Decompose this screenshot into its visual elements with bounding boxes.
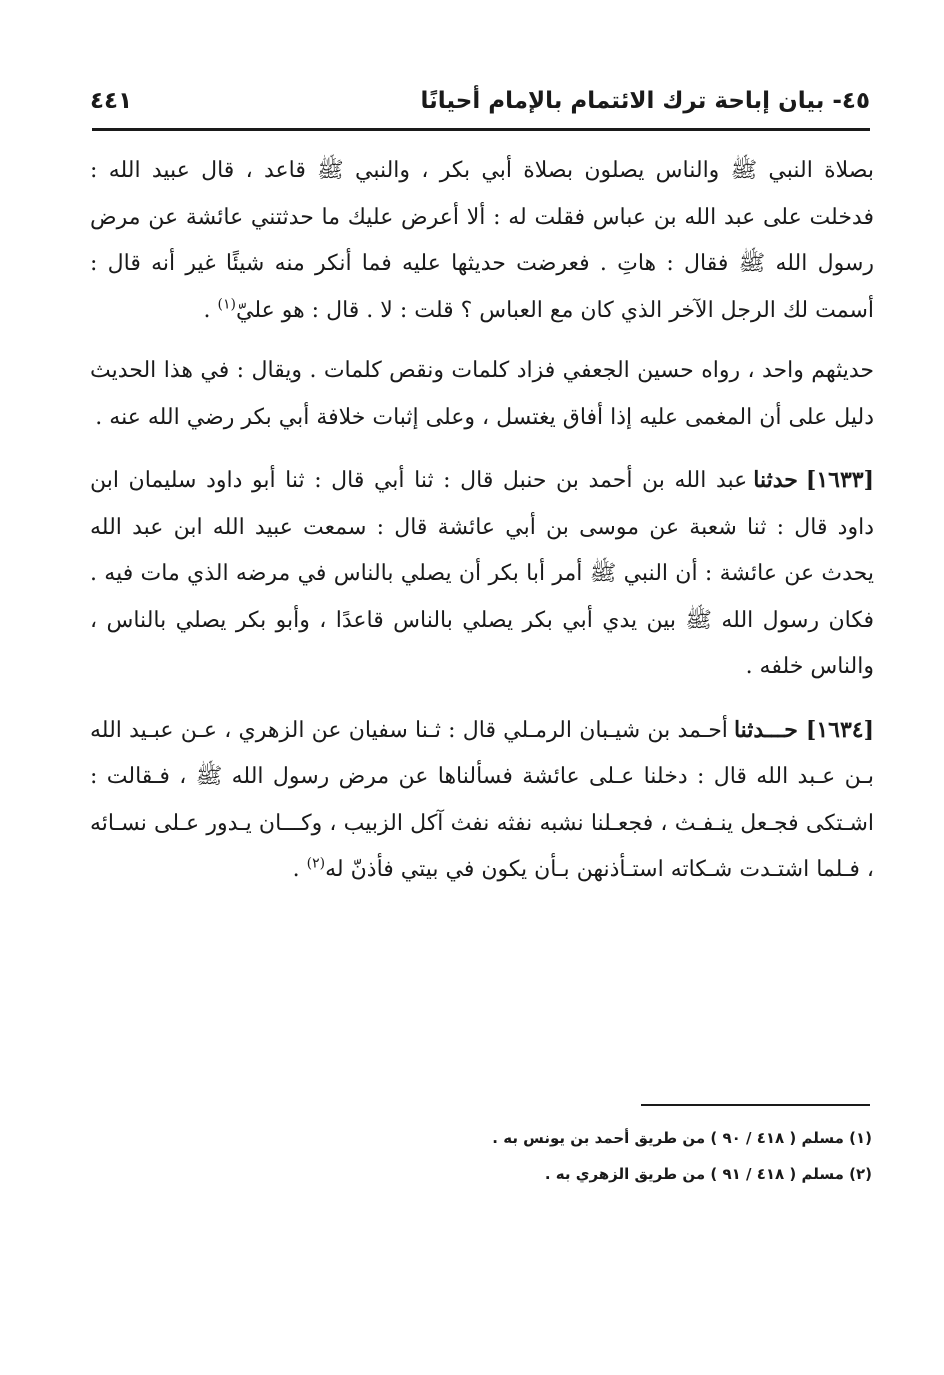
page-number: ٤٤١ bbox=[90, 88, 133, 114]
paragraph-tail: . bbox=[203, 297, 218, 323]
paragraph-text: عبد الله بن أحمد بن حنبل قال : ثنا أبي قال : ثنا أبو داود سليمان ابن داود قال : ثنا شعبة عن موسى بن أبي عائشة قال : سمعت عبيد الله ابن عبد الله يحدث عن عائشة : أن النبي ﷺ أمر أبا بكر أن يصلي بالناس في مرضه الذي مات فيه . فكان رسول الله ﷺ بين يدي أبي بكر يصلي بالناس قاعدًا ، وأبو بكر يصلي بالناس ، والناس خلفه . bbox=[90, 468, 874, 679]
paragraph-text: بصلاة النبي ﷺ والناس يصلون بصلاة أبي بكر ، والنبي ﷺ قاعد ، قال عبيد الله : فدخلت على عبد الله بن عباس فقلت له : ألا أعرض عليك ما حدثتني عائشة عن مرض رسول الله ﷺ فقال : هاتِ . فعرضت حديثها عليه فما أنكر منه شيئًا غير أنه قال : أسمت لك الرجل الآخر الذي كان مع العباس ؟ قلت : لا . قال : هو عليّ bbox=[90, 158, 874, 323]
main-text bbox=[90, 148, 874, 910]
page-header bbox=[90, 78, 870, 124]
footnote-rule bbox=[641, 1104, 870, 1106]
haddathana-word: حـــدثنا bbox=[733, 716, 798, 743]
header-rule bbox=[92, 128, 870, 131]
hadith-1634 bbox=[90, 707, 874, 894]
footnote-1: (١) مسلم ( ٤١٨ / ٩٠ ) من طريق أحمد بن يونس به . bbox=[492, 1129, 872, 1147]
hadith-1633 bbox=[90, 457, 874, 691]
footnote-marker: (٢) bbox=[306, 855, 326, 872]
paragraph-text: حديثهم واحد ، رواه حسين الجعفي فزاد كلمات ونقص كلمات . ويقال : في هذا الحديث دليل على أن المغمى عليه إذا أفاق يغتسل ، وعلى إثبات خلافة أبي بكر رضي الله عنه . bbox=[90, 358, 874, 430]
haddathana-word: حدثنا bbox=[753, 467, 798, 493]
footnotes bbox=[90, 1120, 872, 1192]
paragraph-continuation bbox=[90, 148, 874, 334]
hadith-number: [١٦٣٣] bbox=[805, 467, 874, 493]
paragraph-commentary bbox=[90, 348, 874, 441]
paragraph-text: أحـمد بن شيـبان الرمـلي قال : ثـنا سفيان عن الزهري ، عـن عبـيد الله بـن عـبد الله قال : دخلنا عـلى عائشة فسألناها عن مرض رسول الله ﷺ ، فـقالت : اشـتكى فجـعل ينـفـث ، فجعـلنا نشبه نفثه نفث آكل الزبيب ، وكـــان يـدور عـلى نسـائه ، فـلما اشتـدت شـكاته استـأذنهن بـأن يكون في بيتي فأذنّ له bbox=[90, 717, 874, 882]
hadith-number: [١٦٣٤] bbox=[805, 716, 874, 743]
footnote-marker: (١) bbox=[217, 296, 236, 313]
paragraph-tail: . bbox=[292, 857, 307, 882]
chapter-title: ٤٥- بيان إباحة ترك الائتمام بالإمام أحيانًا bbox=[420, 88, 870, 114]
footnote-2: (٢) مسلم ( ٤١٨ / ٩١ ) من طريق الزهري به . bbox=[544, 1165, 872, 1183]
